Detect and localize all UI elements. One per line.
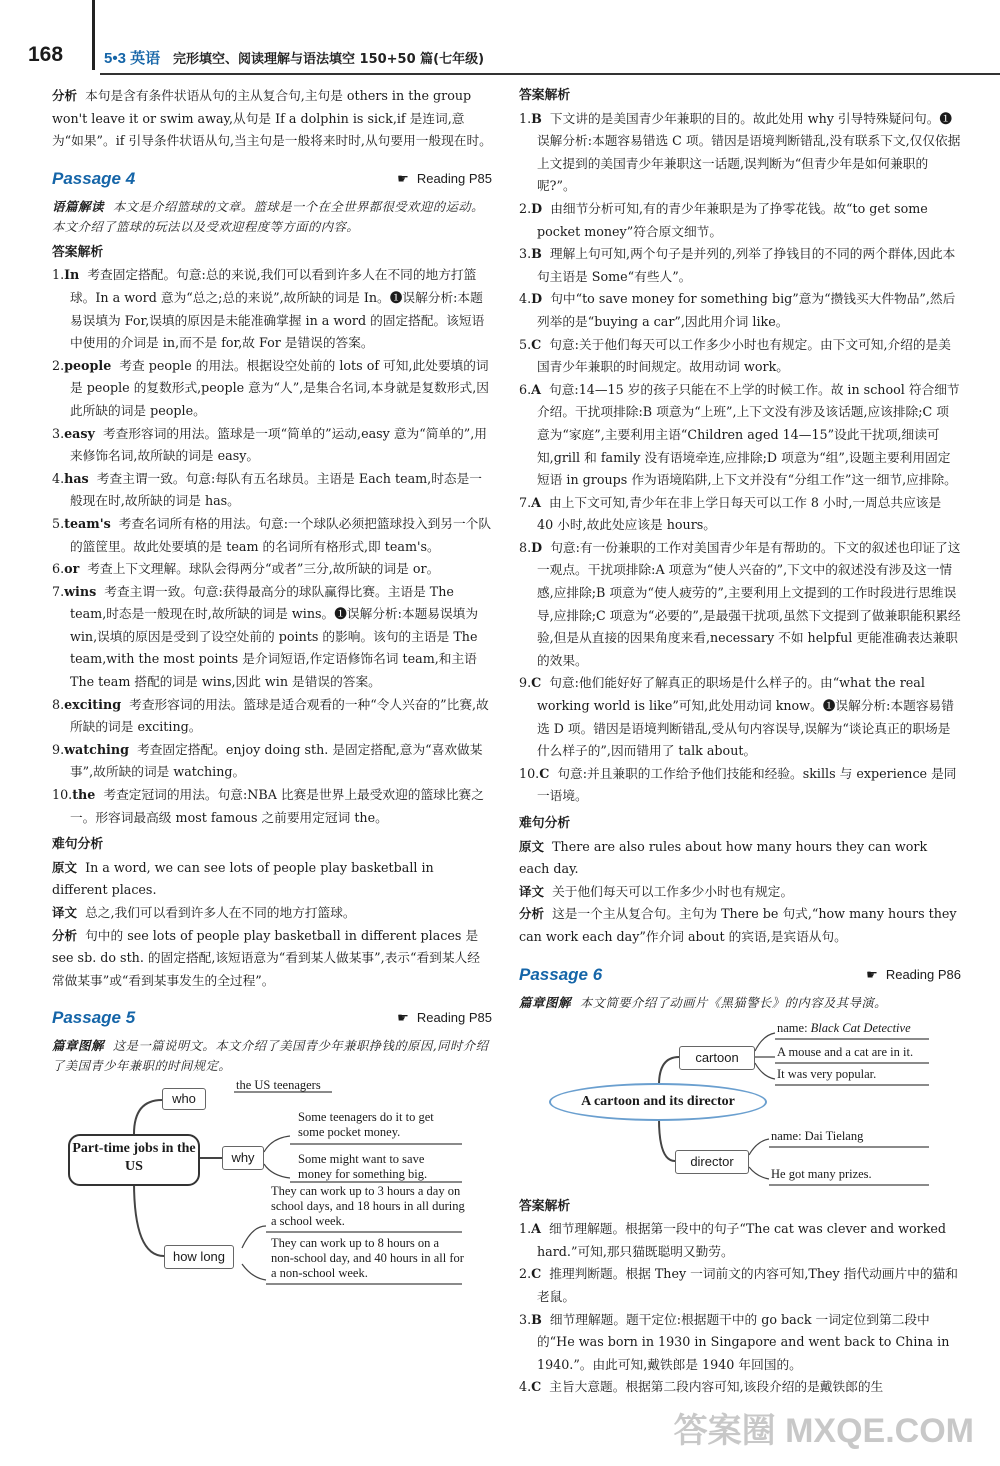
intro-label: 分析: [52, 88, 78, 103]
answer-item: [519, 243, 961, 288]
page-header: [0, 0, 1000, 78]
answer-number: 6.: [519, 381, 532, 397]
answer-key: In: [64, 267, 80, 283]
hard-sentence-line: [519, 836, 961, 881]
passage-5-header: [52, 1002, 492, 1036]
summary-label: 篇章图解: [52, 1038, 105, 1054]
answer-number: 10.: [52, 787, 73, 803]
watermark: 答案圈 MXQE.COM: [673, 1412, 974, 1450]
summary-label: 篇章图解: [519, 994, 572, 1010]
pointing-hand-icon: ☛: [397, 1010, 409, 1026]
answer-number: 10.: [519, 765, 540, 781]
answers-title: 答案解析: [519, 1198, 571, 1214]
answer-number: 2.: [52, 357, 65, 373]
answer-number: 1.: [52, 267, 65, 283]
answer-key: team's: [64, 515, 111, 531]
diagram-center-node: Part-time jobs in the US: [68, 1134, 200, 1186]
answer-number: 8.: [519, 539, 532, 555]
summary-text: 本文是介绍篮球的文章。篮球是一个在全世界都很受欢迎的运动。本文介绍了篮球的玩法以及受欢迎程度等方面的内容。: [52, 199, 484, 234]
answer-key: C: [531, 675, 542, 691]
passage-5-ref-text: Reading P85: [416, 1010, 492, 1026]
answer-explanation: 主旨大意题。根据第二段内容可知,该段介绍的是戴铁郎的生: [549, 1379, 884, 1395]
answer-explanation: 下文讲的是美国青少年兼职的目的。故此处用 why 引导特殊疑问句。❶误解分析:本题容易错选 C 项。错因是语境判断错乱,没有联系下文,仅仅依据上文提到的美国青少年兼职这一话题,误判断为“但青少年是如何兼职的呢?”。: [537, 110, 961, 194]
answer-item: [52, 264, 492, 354]
book-subtitle: 完形填空、阅读理解与语法填空 150+50 篇(七年级): [173, 52, 485, 67]
answer-number: 6.: [52, 561, 65, 577]
answer-number: 4.: [52, 470, 65, 486]
answer-item: [52, 581, 492, 694]
answer-explanation: 考查固定搭配。enjoy doing sth. 是固定搭配,意为“喜欢做某事”,故所缺的词是 watching。: [70, 741, 483, 780]
answer-item: [519, 108, 961, 198]
answer-number: 7.: [519, 494, 532, 510]
passage-4-answers: [52, 264, 492, 829]
answer-item: [52, 423, 492, 468]
answer-key: C: [531, 1379, 542, 1395]
answer-explanation: 由上下文可知,青少年在非上学日每天可以工作 8 小时,一周总共应该是 40 小时,故此处应该是 hours。: [537, 494, 942, 533]
answer-key: D: [531, 291, 543, 307]
passage-6-header: [519, 959, 961, 993]
answer-item: [519, 1376, 961, 1399]
answers-title: 答案解析: [519, 88, 571, 103]
answer-key: or: [64, 561, 80, 577]
diagram-center-node: A cartoon and its director: [549, 1083, 767, 1121]
answer-explanation: 考查定冠词的用法。句意:NBA 比赛是世界上最受欢迎的篮球比赛之一。形容词最高级 most famous 之前要用定冠词 the。: [70, 787, 484, 825]
answer-key: B: [531, 110, 542, 126]
answer-number: 3.: [519, 1311, 532, 1327]
director-detail: He got many prizes.: [771, 1166, 872, 1181]
answer-explanation: 考查上下文理解。球队会得两分“或者”三分,故所缺的词是 or。: [87, 561, 440, 577]
answer-explanation: 推理判断题。根据 They 一词前文的内容可知,They 指代动画片中的猫和老鼠。: [537, 1266, 958, 1304]
answer-explanation: 考查主谓一致。句意:每队有五名球员。主语是 Each team,时态是一般现在时,故所缺的词是 has。: [70, 470, 482, 509]
answer-key: A: [531, 1221, 541, 1237]
why-reason-1: Some teenagers do it to get some pocket money.: [298, 1110, 434, 1140]
pointing-hand-icon: ☛: [397, 170, 409, 186]
answer-number: 2.: [519, 1266, 532, 1282]
hard-sentence-text: 句中的 see lots of people play basketball in different places 是 see sb. do sth. 的固定搭配,该短语意为“看到某人做某事”,表示“看到某人经常做某事”或“看到某事发生的全过程”。: [52, 927, 480, 988]
summary-text: 这是一篇说明文。本文介绍了美国青少年兼职挣钱的原因,同时介绍了美国青少年兼职的时间规定。: [52, 1039, 489, 1074]
passage-5-reading-ref: [397, 1010, 492, 1026]
answer-number: 1.: [519, 1221, 532, 1237]
hard-sentence-line: [52, 902, 492, 925]
answer-key: wins: [64, 583, 97, 599]
answer-key: A: [531, 381, 541, 397]
answer-key: A: [531, 494, 541, 510]
hard-sentence-label: 原文: [52, 859, 78, 875]
hard-sentence-text: 这是一个主从复合句。主句为 There be 句式,“how many hours they can work each day”作介词 about 的宾语,是宾语从句。: [519, 906, 957, 944]
answer-number: 1.: [519, 110, 532, 126]
answer-item: [52, 694, 492, 739]
answer-item: [52, 513, 492, 558]
cartoon-name: [777, 1021, 947, 1036]
answer-item: [52, 468, 492, 513]
why-node: why: [222, 1146, 264, 1170]
header-rule: [100, 73, 1000, 75]
answer-number: 9.: [519, 675, 532, 691]
answer-explanation: 句意:有一份兼职的工作对美国青少年是有帮助的。下文的叙述也印证了这一观点。干扰项排除:A 项意为“使人兴奋的”,下文中的叙述没有涉及这一情感,应排除;B 项意为“使人疲劳的”,主要利用上文提到的工作时段进行思维误导,应排除;C 项意为“必要的”,是最强干扰项,虽然下文提到了做兼职能积累经验,但是从直接的因果角度来看,necessary 不如 helpful 更能准确表达兼职的效果。: [537, 539, 961, 668]
answer-key: people: [64, 357, 112, 373]
page-number: 168: [28, 43, 64, 66]
answer-explanation: 考查 people 的用法。根据设空处前的 lots of 可知,此处要填的词是 people 的复数形式,people 意为“人”,是集合名词,本身就是复数形式,因此所缺的词是 people。: [70, 357, 489, 418]
answer-explanation: 句意:他们能好好了解真正的职场是什么样子的。由“what the real working world is like”可知,此处用动词 know。❶误解分析:本题容易错选 D 项。错因是语境判断错乱,受从句内容误导,误解为“谈论真正的职场是什么样子的”,因而错用了 talk about。: [537, 675, 954, 759]
answer-item: [519, 334, 961, 379]
answer-number: 4.: [519, 291, 532, 307]
answer-explanation: 句意:并且兼职的工作给予他们技能和经验。skills 与 experience 是同一语境。: [537, 765, 957, 804]
answer-item: [52, 355, 492, 423]
answer-explanation: 考查固定搭配。句意:总的来说,我们可以看到许多人在不同的地方打篮球。In a word 意为“总之;总的来说”,故所缺的词是 In。❶误解分析:本题易误填为 For,误填的原因是未能准确掌握 in a word 的固定搭配。该短语中使用的介词是 in,而不是 for,故 For 是错误的答案。: [70, 267, 485, 351]
cartoon-title: Black Cat Detective: [810, 1020, 911, 1035]
hard-sentence-line: [52, 857, 492, 902]
hard-sentence-label: 译文: [52, 905, 78, 920]
answers-title: 答案解析: [52, 244, 104, 260]
header-divider: [92, 0, 95, 70]
answer-number: 5.: [52, 515, 65, 531]
passage-4-ref-text: Reading P85: [416, 170, 492, 186]
passage-6-title: Passage 6: [519, 964, 603, 984]
hard-sentence-label: 译文: [519, 883, 545, 899]
how-long-rule-1: They can work up to 3 hours a day on school days, and 18 hours in all during a school week.: [271, 1184, 465, 1229]
answer-key: easy: [64, 425, 95, 441]
answer-item: [52, 739, 492, 784]
answer-key: exciting: [64, 696, 122, 712]
hard-sentence-line: [519, 881, 961, 904]
answer-item: [519, 492, 961, 537]
passage-6-diagram: [519, 1013, 961, 1191]
passage-5-summary: [52, 1036, 492, 1076]
answer-number: 3.: [519, 246, 532, 262]
summary-text: 本文简要介绍了动画片《黑猫警长》的内容及其导演。: [579, 995, 887, 1010]
answer-key: D: [531, 539, 543, 555]
answer-item: [519, 672, 961, 762]
answer-number: 2.: [519, 200, 532, 216]
cartoon-detail-2: It was very popular.: [777, 1066, 877, 1081]
answer-item: [519, 537, 961, 673]
answer-key: D: [531, 200, 543, 216]
answer-number: 5.: [519, 336, 532, 352]
director-node: director: [675, 1150, 749, 1174]
answer-explanation: 理解上句可知,两个句子是并列的,列举了挣钱目的不同的两个群体,因此本句主语是 Some“有些人”。: [537, 246, 956, 284]
hard-sentence-label: 分析: [52, 927, 78, 943]
hard-sentence-text: In a word, we can see lots of people play basketball in different places.: [52, 859, 434, 898]
name-prefix: name:: [777, 1020, 811, 1035]
passage-5-answers: [519, 108, 961, 808]
answer-item: [519, 763, 961, 808]
answer-key: C: [531, 336, 542, 352]
answer-number: 3.: [52, 425, 65, 441]
answer-explanation: 句意:关于他们每天可以工作多少小时也有规定。由下文可知,介绍的是美国青少年兼职的时间规定。故用动词 work。: [537, 336, 951, 375]
intro-text: 本句是含有条件状语从句的主从复合句,主句是 others in the group won't leave it or swim away,从句是 If a dolphin is sick,if 是连词,意为“如果”。if 引导条件状语从句,当主句是一般将来时时,从句要用一般现在时。: [52, 88, 492, 149]
hard-sentence-text: 关于他们每天可以工作多少小时也有规定。: [552, 883, 794, 899]
answer-item: [519, 1263, 961, 1308]
answer-explanation: 考查形容词的用法。篮球是适合观看的一种“令人兴奋的”比赛,故所缺的词是 exciting。: [70, 696, 489, 735]
hard-sentence-line: [519, 903, 961, 948]
answer-number: 4.: [519, 1379, 532, 1395]
hard-sentence-label: 原文: [519, 838, 545, 854]
answer-key: the: [72, 787, 96, 803]
answer-number: 7.: [52, 583, 65, 599]
who-answer: the US teenagers: [236, 1078, 321, 1093]
pointing-hand-icon: ☛: [866, 966, 878, 982]
answer-explanation: 细节理解题。根据第一段中的句子“The cat was clever and worked hard.”可知,那只猫既聪明又勤劳。: [537, 1221, 947, 1259]
how-long-node: how long: [164, 1245, 234, 1269]
answer-explanation: 考查形容词的用法。篮球是一项“简单的”运动,easy 意为“简单的”,用来修饰名词,故所缺的词是 easy。: [70, 425, 487, 464]
right-column: [519, 85, 961, 1399]
passage-4-reading-ref: [397, 171, 492, 187]
answer-key: C: [531, 1266, 542, 1282]
answer-number: 9.: [52, 741, 65, 757]
passage-5-hard-sentence: [519, 836, 961, 949]
answer-key: has: [64, 470, 89, 486]
answer-explanation: 句中“to save money for something big”意为“攒钱买大件物品”,然后列举的是“buying a car”,因此用介词 like。: [537, 291, 956, 329]
answer-item: [519, 1218, 961, 1263]
hard-sentence-title: 难句分析: [52, 837, 104, 853]
passage-6-summary: [519, 993, 961, 1013]
passage-4-hard-sentence: [52, 857, 492, 993]
answer-explanation: 句意:14—15 岁的孩子只能在不上学的时候工作。故 in school 符合细节介绍。干扰项排除:B 项意为“上班”,上下文没有涉及该话题,应该排除;C 项意为“家庭”,主要利用主语“Children aged 14—15”设此干扰项,细读可知,grill 和 family 没有语境牵连,应排除;D 项意为“组”,设题主要利用固定短语 in groups 作为语境陷阱,上下文并没有“分组工作”这一细节,应排除。: [537, 381, 960, 488]
answer-key: B: [531, 1311, 542, 1327]
director-name: name: Dai Tielang: [771, 1128, 864, 1143]
passage-5-title: Passage 5: [52, 1008, 136, 1028]
answer-item: [519, 198, 961, 243]
cartoon-detail-1: A mouse and a cat are in it.: [777, 1044, 914, 1059]
answer-item: [519, 1309, 961, 1377]
hard-sentence-text: There are also rules about how many hours they can work each day.: [519, 838, 928, 877]
passage-4-header: [52, 163, 492, 197]
passage-6-answers: [519, 1218, 961, 1399]
passage-6-ref-text: Reading P86: [885, 966, 961, 982]
answer-item: [519, 288, 961, 333]
left-column: [52, 85, 492, 1310]
intro-analysis: [52, 85, 492, 153]
answer-item: [52, 558, 492, 581]
answer-key: C: [539, 765, 550, 781]
answer-key: watching: [64, 741, 129, 757]
book-brand: 5•3 英语: [104, 50, 161, 67]
who-node: who: [162, 1088, 206, 1110]
answer-key: B: [531, 246, 542, 262]
answer-item: [52, 784, 492, 829]
why-reason-2: Some might want to save money for something big.: [298, 1152, 428, 1182]
answer-explanation: 考查名词所有格的用法。句意:一个球队必须把篮球投入到另一个队的篮筐里。故此处要填的是 team 的名词所有格形式,即 team's。: [70, 515, 492, 554]
passage-4-title: Passage 4: [52, 168, 136, 188]
hard-sentence-line: [52, 925, 492, 993]
cartoon-node: cartoon: [679, 1046, 755, 1070]
hard-sentence-text: 总之,我们可以看到许多人在不同的地方打篮球。: [85, 905, 356, 920]
how-long-rule-2: They can work up to 8 hours on a non-school day, and 40 hours in all for a non-school week.: [271, 1236, 464, 1281]
summary-label: 语篇解读: [52, 198, 105, 214]
answer-explanation: 由细节分析可知,有的青少年兼职是为了挣零花钱。故“to get some pocket money”符合原文细节。: [537, 200, 928, 239]
passage-6-reading-ref: [866, 967, 961, 983]
passage-4-summary: [52, 197, 492, 237]
answer-item: [519, 379, 961, 492]
answer-explanation: 考查主谓一致。句意:获得最高分的球队赢得比赛。主语是 The team,时态是一般现在时,故所缺的词是 wins。❶误解分析:本题易误填为 win,误填的原因是受到了设空处前的 points 的影响。该句的主语是 The team,with the most points 是介词短语,作定语修饰名词 team,和主语 The team 搭配的词是 wins,因此 win 是错误的答案。: [70, 583, 479, 690]
answer-explanation: 细节理解题。题干定位:根据题干中的 go back 一词定位到第二段中的“He was born in 1930 in Singapore and went back to China in 1940.”。由此可知,戴铁郎是 1940 年回国的。: [537, 1311, 950, 1372]
hard-sentence-label: 分析: [519, 906, 545, 922]
hard-sentence-title: 难句分析: [519, 816, 571, 831]
passage-5-diagram: [52, 1078, 492, 1308]
answer-number: 8.: [52, 696, 65, 712]
